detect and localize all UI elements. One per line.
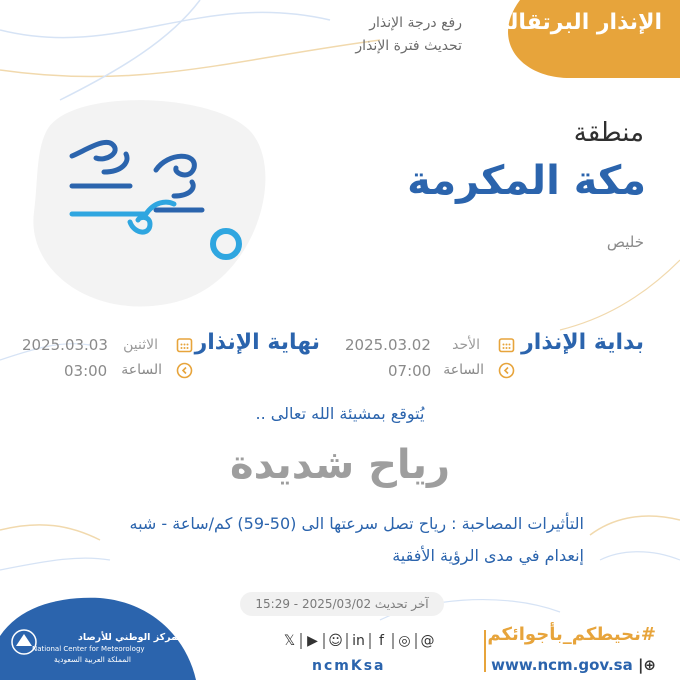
footer-divider bbox=[484, 630, 486, 672]
end-time-label: الساعة bbox=[121, 362, 162, 378]
end-time: 03:00 bbox=[64, 362, 108, 380]
wind-icon bbox=[26, 92, 276, 308]
start-time: 07:00 bbox=[388, 362, 432, 380]
social-icons bbox=[282, 630, 435, 652]
x-icon[interactable]: 𝕏 bbox=[283, 633, 296, 649]
youtube-icon[interactable]: ▶ bbox=[307, 633, 318, 649]
instagram-icon[interactable]: ◎ bbox=[398, 633, 411, 649]
globe-icon: |⊕ bbox=[637, 656, 656, 674]
chevron-circle-icon bbox=[176, 362, 193, 379]
update-period-text: تحديث فترة الإنذار bbox=[355, 38, 462, 54]
top-actions bbox=[222, 12, 462, 58]
hashtag[interactable]: #نحيطكم_بأجوائكم bbox=[487, 624, 656, 645]
expectation-text: يُتوقع بمشيئة الله تعالى .. bbox=[255, 404, 425, 423]
start-day: الأحد bbox=[452, 337, 480, 353]
end-title: نهاية الإنذار bbox=[194, 330, 320, 355]
linkedin-icon[interactable]: in bbox=[352, 633, 365, 649]
sub-area: خليص bbox=[606, 233, 644, 251]
start-time-label: الساعة bbox=[443, 362, 484, 378]
effects-line-1: التأثيرات المصاحبة : رياح تصل سرعتها الى (50-59) كم/ساعة - شبه bbox=[129, 514, 584, 533]
logo-english-name: National Center for Meteorology bbox=[32, 645, 145, 653]
end-day: الاثنين bbox=[123, 337, 158, 353]
region-label: منطقة bbox=[573, 118, 644, 148]
social-handle[interactable]: ncmKsa bbox=[312, 658, 386, 674]
last-updated-pill: آخر تحديث 2025/03/02 - 15:29 bbox=[240, 592, 444, 616]
snapchat-icon[interactable]: ☺ bbox=[328, 633, 343, 649]
alert-level-label: الإنذار البرتقالي bbox=[487, 10, 662, 35]
website-link[interactable] bbox=[491, 656, 656, 674]
logo-country: المملكة العربية السعودية bbox=[54, 655, 131, 664]
region-name: مكة المكرمة bbox=[407, 158, 646, 204]
end-date: 2025.03.03 bbox=[22, 336, 108, 354]
headline: رياح شديدة bbox=[230, 442, 450, 488]
calendar-icon bbox=[498, 336, 515, 353]
raise-level-text: رفع درجة الإنذار bbox=[369, 15, 462, 31]
logo-arabic-name: المركز الوطني للأرصاد bbox=[78, 632, 185, 643]
threads-icon[interactable]: @ bbox=[420, 633, 435, 649]
website-text: www.ncm.gov.sa bbox=[491, 656, 633, 674]
calendar-icon bbox=[176, 336, 193, 353]
start-title: بداية الإنذار bbox=[521, 330, 644, 355]
chevron-circle-icon bbox=[498, 362, 515, 379]
facebook-icon[interactable]: f bbox=[379, 633, 384, 649]
start-date: 2025.03.02 bbox=[345, 336, 431, 354]
effects-line-2: إنعدام في مدى الرؤية الأفقية bbox=[392, 546, 584, 565]
effects-text bbox=[84, 508, 584, 572]
